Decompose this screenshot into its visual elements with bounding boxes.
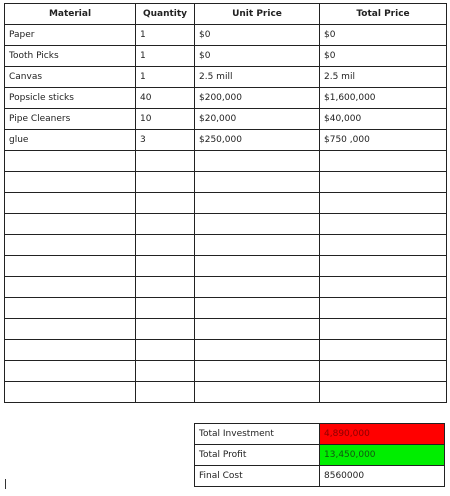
empty-row <box>5 214 447 235</box>
empty-cell[interactable] <box>5 151 136 172</box>
empty-cell[interactable] <box>320 277 447 298</box>
material-cell[interactable]: glue <box>5 130 136 151</box>
empty-cell[interactable] <box>320 319 447 340</box>
empty-cell[interactable] <box>5 235 136 256</box>
empty-cell[interactable] <box>5 361 136 382</box>
quantity-cell[interactable]: 1 <box>136 25 195 46</box>
empty-row <box>5 151 447 172</box>
total-price-cell[interactable]: $40,000 <box>320 109 447 130</box>
quantity-cell[interactable]: 1 <box>136 46 195 67</box>
summary-row-final-cost <box>195 466 445 487</box>
empty-cell[interactable] <box>136 361 195 382</box>
empty-cell[interactable] <box>5 382 136 403</box>
table-row <box>5 109 447 130</box>
empty-cell[interactable] <box>5 256 136 277</box>
text-cursor <box>5 479 6 489</box>
empty-cell[interactable] <box>136 298 195 319</box>
material-cell[interactable]: Tooth Picks <box>5 46 136 67</box>
material-cell[interactable]: Paper <box>5 25 136 46</box>
empty-cell[interactable] <box>195 256 320 277</box>
empty-cell[interactable] <box>136 382 195 403</box>
empty-cell[interactable] <box>320 256 447 277</box>
empty-cell[interactable] <box>320 298 447 319</box>
quantity-cell[interactable]: 10 <box>136 109 195 130</box>
table-row <box>5 88 447 109</box>
header-row <box>5 4 447 25</box>
empty-cell[interactable] <box>320 340 447 361</box>
empty-row <box>5 361 447 382</box>
empty-row <box>5 319 447 340</box>
empty-cell[interactable] <box>136 277 195 298</box>
profit-label[interactable]: Total Profit <box>195 445 320 466</box>
table-body <box>5 25 447 403</box>
table-row <box>5 25 447 46</box>
material-cell[interactable]: Pipe Cleaners <box>5 109 136 130</box>
empty-row <box>5 193 447 214</box>
total-price-cell[interactable]: 2.5 mil <box>320 67 447 88</box>
quantity-cell[interactable]: 40 <box>136 88 195 109</box>
total-price-cell[interactable]: $1,600,000 <box>320 88 447 109</box>
empty-cell[interactable] <box>195 214 320 235</box>
empty-cell[interactable] <box>195 235 320 256</box>
profit-value[interactable]: 13,450,000 <box>320 445 445 466</box>
empty-cell[interactable] <box>136 193 195 214</box>
final-cost-value[interactable]: 8560000 <box>320 466 445 487</box>
empty-row <box>5 382 447 403</box>
empty-cell[interactable] <box>195 361 320 382</box>
empty-cell[interactable] <box>5 277 136 298</box>
empty-row <box>5 172 447 193</box>
empty-cell[interactable] <box>136 256 195 277</box>
unit-price-cell[interactable]: $200,000 <box>195 88 320 109</box>
investment-value[interactable]: 4,890,000 <box>320 424 445 445</box>
total-price-cell[interactable]: $0 <box>320 46 447 67</box>
materials-table <box>4 3 447 403</box>
empty-cell[interactable] <box>136 319 195 340</box>
empty-cell[interactable] <box>195 340 320 361</box>
table-row <box>5 130 447 151</box>
empty-cell[interactable] <box>136 235 195 256</box>
unit-price-cell[interactable]: 2.5 mill <box>195 67 320 88</box>
unit-price-cell[interactable]: $0 <box>195 25 320 46</box>
empty-cell[interactable] <box>5 193 136 214</box>
material-header[interactable]: Material <box>5 4 136 25</box>
unit-price-cell[interactable]: $0 <box>195 46 320 67</box>
quantity-header[interactable]: Quantity <box>136 4 195 25</box>
empty-cell[interactable] <box>320 193 447 214</box>
table-row <box>5 46 447 67</box>
total-price-cell[interactable]: $0 <box>320 25 447 46</box>
unit-price-cell[interactable]: $250,000 <box>195 130 320 151</box>
empty-cell[interactable] <box>5 340 136 361</box>
empty-cell[interactable] <box>320 172 447 193</box>
table-row <box>5 67 447 88</box>
empty-cell[interactable] <box>5 319 136 340</box>
empty-row <box>5 277 447 298</box>
empty-cell[interactable] <box>320 382 447 403</box>
empty-cell[interactable] <box>320 235 447 256</box>
empty-cell[interactable] <box>195 298 320 319</box>
material-cell[interactable]: Popsicle sticks <box>5 88 136 109</box>
quantity-cell[interactable]: 1 <box>136 67 195 88</box>
unit-price-header[interactable]: Unit Price <box>195 4 320 25</box>
empty-cell[interactable] <box>195 151 320 172</box>
quantity-cell[interactable]: 3 <box>136 130 195 151</box>
investment-label[interactable]: Total Investment <box>195 424 320 445</box>
final-cost-label[interactable]: Final Cost <box>195 466 320 487</box>
empty-cell[interactable] <box>195 172 320 193</box>
total-price-cell[interactable]: $750 ,000 <box>320 130 447 151</box>
empty-cell[interactable] <box>136 172 195 193</box>
summary-row-investment <box>195 424 445 445</box>
empty-row <box>5 235 447 256</box>
material-cell[interactable]: Canvas <box>5 67 136 88</box>
empty-cell[interactable] <box>195 382 320 403</box>
empty-cell[interactable] <box>5 214 136 235</box>
unit-price-cell[interactable]: $20,000 <box>195 109 320 130</box>
empty-cell[interactable] <box>136 340 195 361</box>
empty-cell[interactable] <box>136 151 195 172</box>
summary-row-profit <box>195 445 445 466</box>
empty-cell[interactable] <box>136 214 195 235</box>
empty-cell[interactable] <box>5 172 136 193</box>
empty-cell[interactable] <box>195 277 320 298</box>
summary-table <box>194 423 445 487</box>
empty-row <box>5 340 447 361</box>
empty-cell[interactable] <box>195 193 320 214</box>
total-price-header[interactable]: Total Price <box>320 4 447 25</box>
empty-cell[interactable] <box>320 214 447 235</box>
empty-row <box>5 298 447 319</box>
empty-cell[interactable] <box>5 298 136 319</box>
empty-cell[interactable] <box>320 151 447 172</box>
empty-cell[interactable] <box>320 361 447 382</box>
empty-row <box>5 256 447 277</box>
empty-cell[interactable] <box>195 319 320 340</box>
